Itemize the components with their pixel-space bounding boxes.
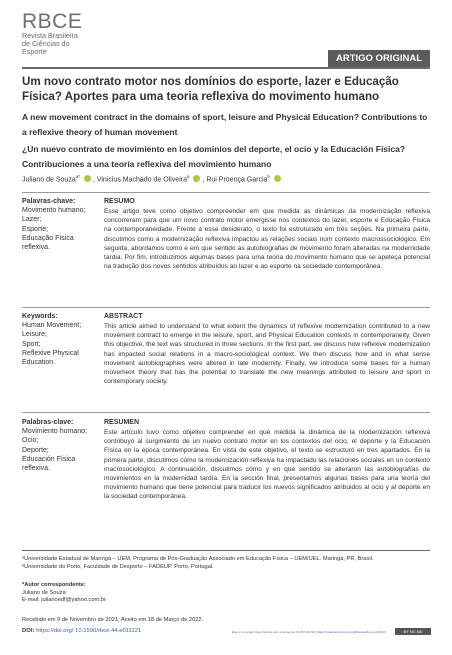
keyword: Sport; xyxy=(22,340,41,348)
correspondence-name: Juliano de Souza xyxy=(22,589,66,596)
author-list: Juliano de Souza$^{a*}$ , Vinicius Machado de Oliveira$^a$ , Rui Proença Garcia$^b$ xyxy=(22,174,283,183)
title-english: A new movement contract in the domains of sport, leisure and Physical Education? Contributions to a reflexive theory of human movement xyxy=(22,112,428,137)
affiliations xyxy=(22,556,432,571)
cc-license-badge[interactable]: BY NC ND xyxy=(395,628,431,635)
abstract-text: Este artículo tuvo como objetivo comprender en qué medida la dinámica de la modernización reflexiva contribuyó al surgimiento de un nuevo contrato motor en los contextos del ocio, el deporte y la Educación Física en la época contemporánea. En vista de este objetivo, el texto se estructuró en tres apartados. En la primera parte, discutimos cómo la modernización reflexiva ha impactado las relaciones sociales en un contexto macrosociológico. A continuación, discutimos cómo y en qué sentido se alteraron las autobiografías de movimientos en la modernidad tardía. En la sección final, presentamos algunas bases para una teoría del movimiento humano que tiene potencial para traducir los nuevos significados atribuidos al ocio y al deporte en la sociedad contemporánea. xyxy=(104,429,430,501)
abstract-text: Esse artigo teve como objetivo compreender em que medida as dinâmicas da modernização reflexiva concorreram para que um novo contrato motor emergisse nos contextos do lazer, esporte e Educação Física na contemporaneidade. Frente a esse desiderato, o texto foi estruturado em três seções. Na primeira parte, discutimos como a modernização reflexiva impactou as relações sociais num contexto macrossociológico. Em seguida, abordamos como e em que sentido as autobiografias de movimento foram alteradas na modernidade tardia. Por fim, introduzimos algumas bases para uma teoria do movimento humano que se apeteça potencial na tradução dos novos sentidos atribuídos ao lazer e ao esporte na sociedade contemporânea. xyxy=(104,208,430,271)
orcid-icon[interactable] xyxy=(193,175,200,182)
keywords-heading: Palavras-chave: xyxy=(22,198,76,205)
keyword: Leisure; xyxy=(22,331,47,339)
title-portuguese: Um novo contrato motor nos domínios do esporte, lazer e Educação Física? Aportes para uma teoria reflexiva do movimento humano xyxy=(22,75,399,103)
license-link[interactable]: (https://creativecommons.org/licenses/by-nc-nd/4.0/) xyxy=(316,630,386,634)
keyword: Education. xyxy=(22,359,56,367)
logo-line-3: Esporte xyxy=(22,47,47,56)
abstract-pt xyxy=(104,197,430,271)
section-divider xyxy=(22,307,430,308)
keyword: Educação Física xyxy=(22,234,74,242)
correspondence xyxy=(22,582,432,605)
keywords-heading: Palabras-clave: xyxy=(22,419,74,426)
keywords-es xyxy=(22,418,94,473)
license-note xyxy=(232,630,386,634)
keyword: Reflexive Physical xyxy=(22,349,79,357)
keywords-pt xyxy=(22,197,94,252)
keyword: Educación Física xyxy=(22,455,76,463)
dates: Recebido em 9 de Novembro de 2021; Aceito em 18 de Março de 2022. xyxy=(22,617,204,623)
keyword: Human Movement; xyxy=(22,322,82,330)
abstract-heading: ABSTRACT xyxy=(104,313,143,320)
keyword: reflexiva. xyxy=(22,244,51,252)
license-text: Este é um artigo Open Access sob uma licença CC BY-NC-ND xyxy=(232,630,316,634)
logo-line-1: Revista Brasileira xyxy=(22,31,78,40)
abstract-text: This article aimed to understand to what extent the dynamics of reflexive modernization contributed to a new movement contract to emerge in the leisure, sport, and Physical Education contexts in contemporaneity. Given this objective, the text was structured in three sections. In the first part, we discuss how reflexive modernization has impacted social relations in a macro-sociological context. We then discuss how and in what sense movement autobiographies were altered in late modernity. Finally, we introduce some bases for a human movement theory that has the potential to translate the new meanings attributed to leisure and sport in contemporary society. xyxy=(104,323,430,386)
keyword: Lazer; xyxy=(22,216,42,224)
affiliation: ᵇUniversidade do Porto, Faculdade de Desporto – FADEUP. Porto, Portugal. xyxy=(22,563,214,570)
abstract-es xyxy=(104,418,430,501)
orcid-icon[interactable] xyxy=(274,175,281,182)
abstract-heading: RESUMO xyxy=(104,198,135,205)
abstract-en xyxy=(104,312,430,386)
author-name: Vinicius Machado de Oliveira xyxy=(96,176,187,184)
doi-link[interactable]: https://doi.org/ 10.1590/rbce.44.e011121 xyxy=(36,628,142,634)
journal-logo xyxy=(22,12,82,56)
logo-line-2: de Ciências do xyxy=(22,39,70,48)
keyword: reflexiva. xyxy=(22,465,51,473)
section-badge: ARTIGO ORIGINAL xyxy=(328,50,430,67)
doi-label: DOI: xyxy=(22,628,35,634)
keyword: Ocio; xyxy=(22,437,39,445)
doi-line xyxy=(22,628,141,634)
section-divider xyxy=(22,192,430,193)
keyword: Deporte; xyxy=(22,446,49,454)
author-sup: a xyxy=(186,174,190,179)
keywords-en xyxy=(22,312,94,367)
correspondence-heading: *Autor correspondente: xyxy=(22,582,86,588)
author-name: Juliano de Souza xyxy=(22,176,76,184)
header-divider xyxy=(22,67,430,69)
title-spanish: ¿Un nuevo contrato de movimiento en los dominios del deporte, el ocio y la Educación Física? Contribuciones a una teoría reflexiva del movimiento humano xyxy=(22,144,406,169)
keyword: Movimiento humano; xyxy=(22,428,87,436)
orcid-icon[interactable] xyxy=(84,175,91,182)
correspondence-email[interactable]: E-mail: julianoedf@yahoo.com.br xyxy=(22,597,106,604)
keyword: Esporte; xyxy=(22,225,49,233)
logo-title: RBCE xyxy=(22,10,83,33)
footer-divider xyxy=(22,550,430,551)
keyword: Movimento humano; xyxy=(22,207,86,215)
abstract-heading: RESUMEN xyxy=(104,419,140,426)
author-name: Rui Proença Garcia xyxy=(206,176,268,184)
author-sup: b xyxy=(267,174,270,179)
section-divider xyxy=(22,412,430,413)
affiliation: ᵃUniversidade Estadual de Maringá – UEM, Programa de Pós-Graduação Associado em Educação Física – UEM/UEL. Maringá, PR, Brasil. xyxy=(22,556,374,562)
keywords-heading: Keywords: xyxy=(22,313,58,320)
author-sup: a* xyxy=(75,174,80,179)
